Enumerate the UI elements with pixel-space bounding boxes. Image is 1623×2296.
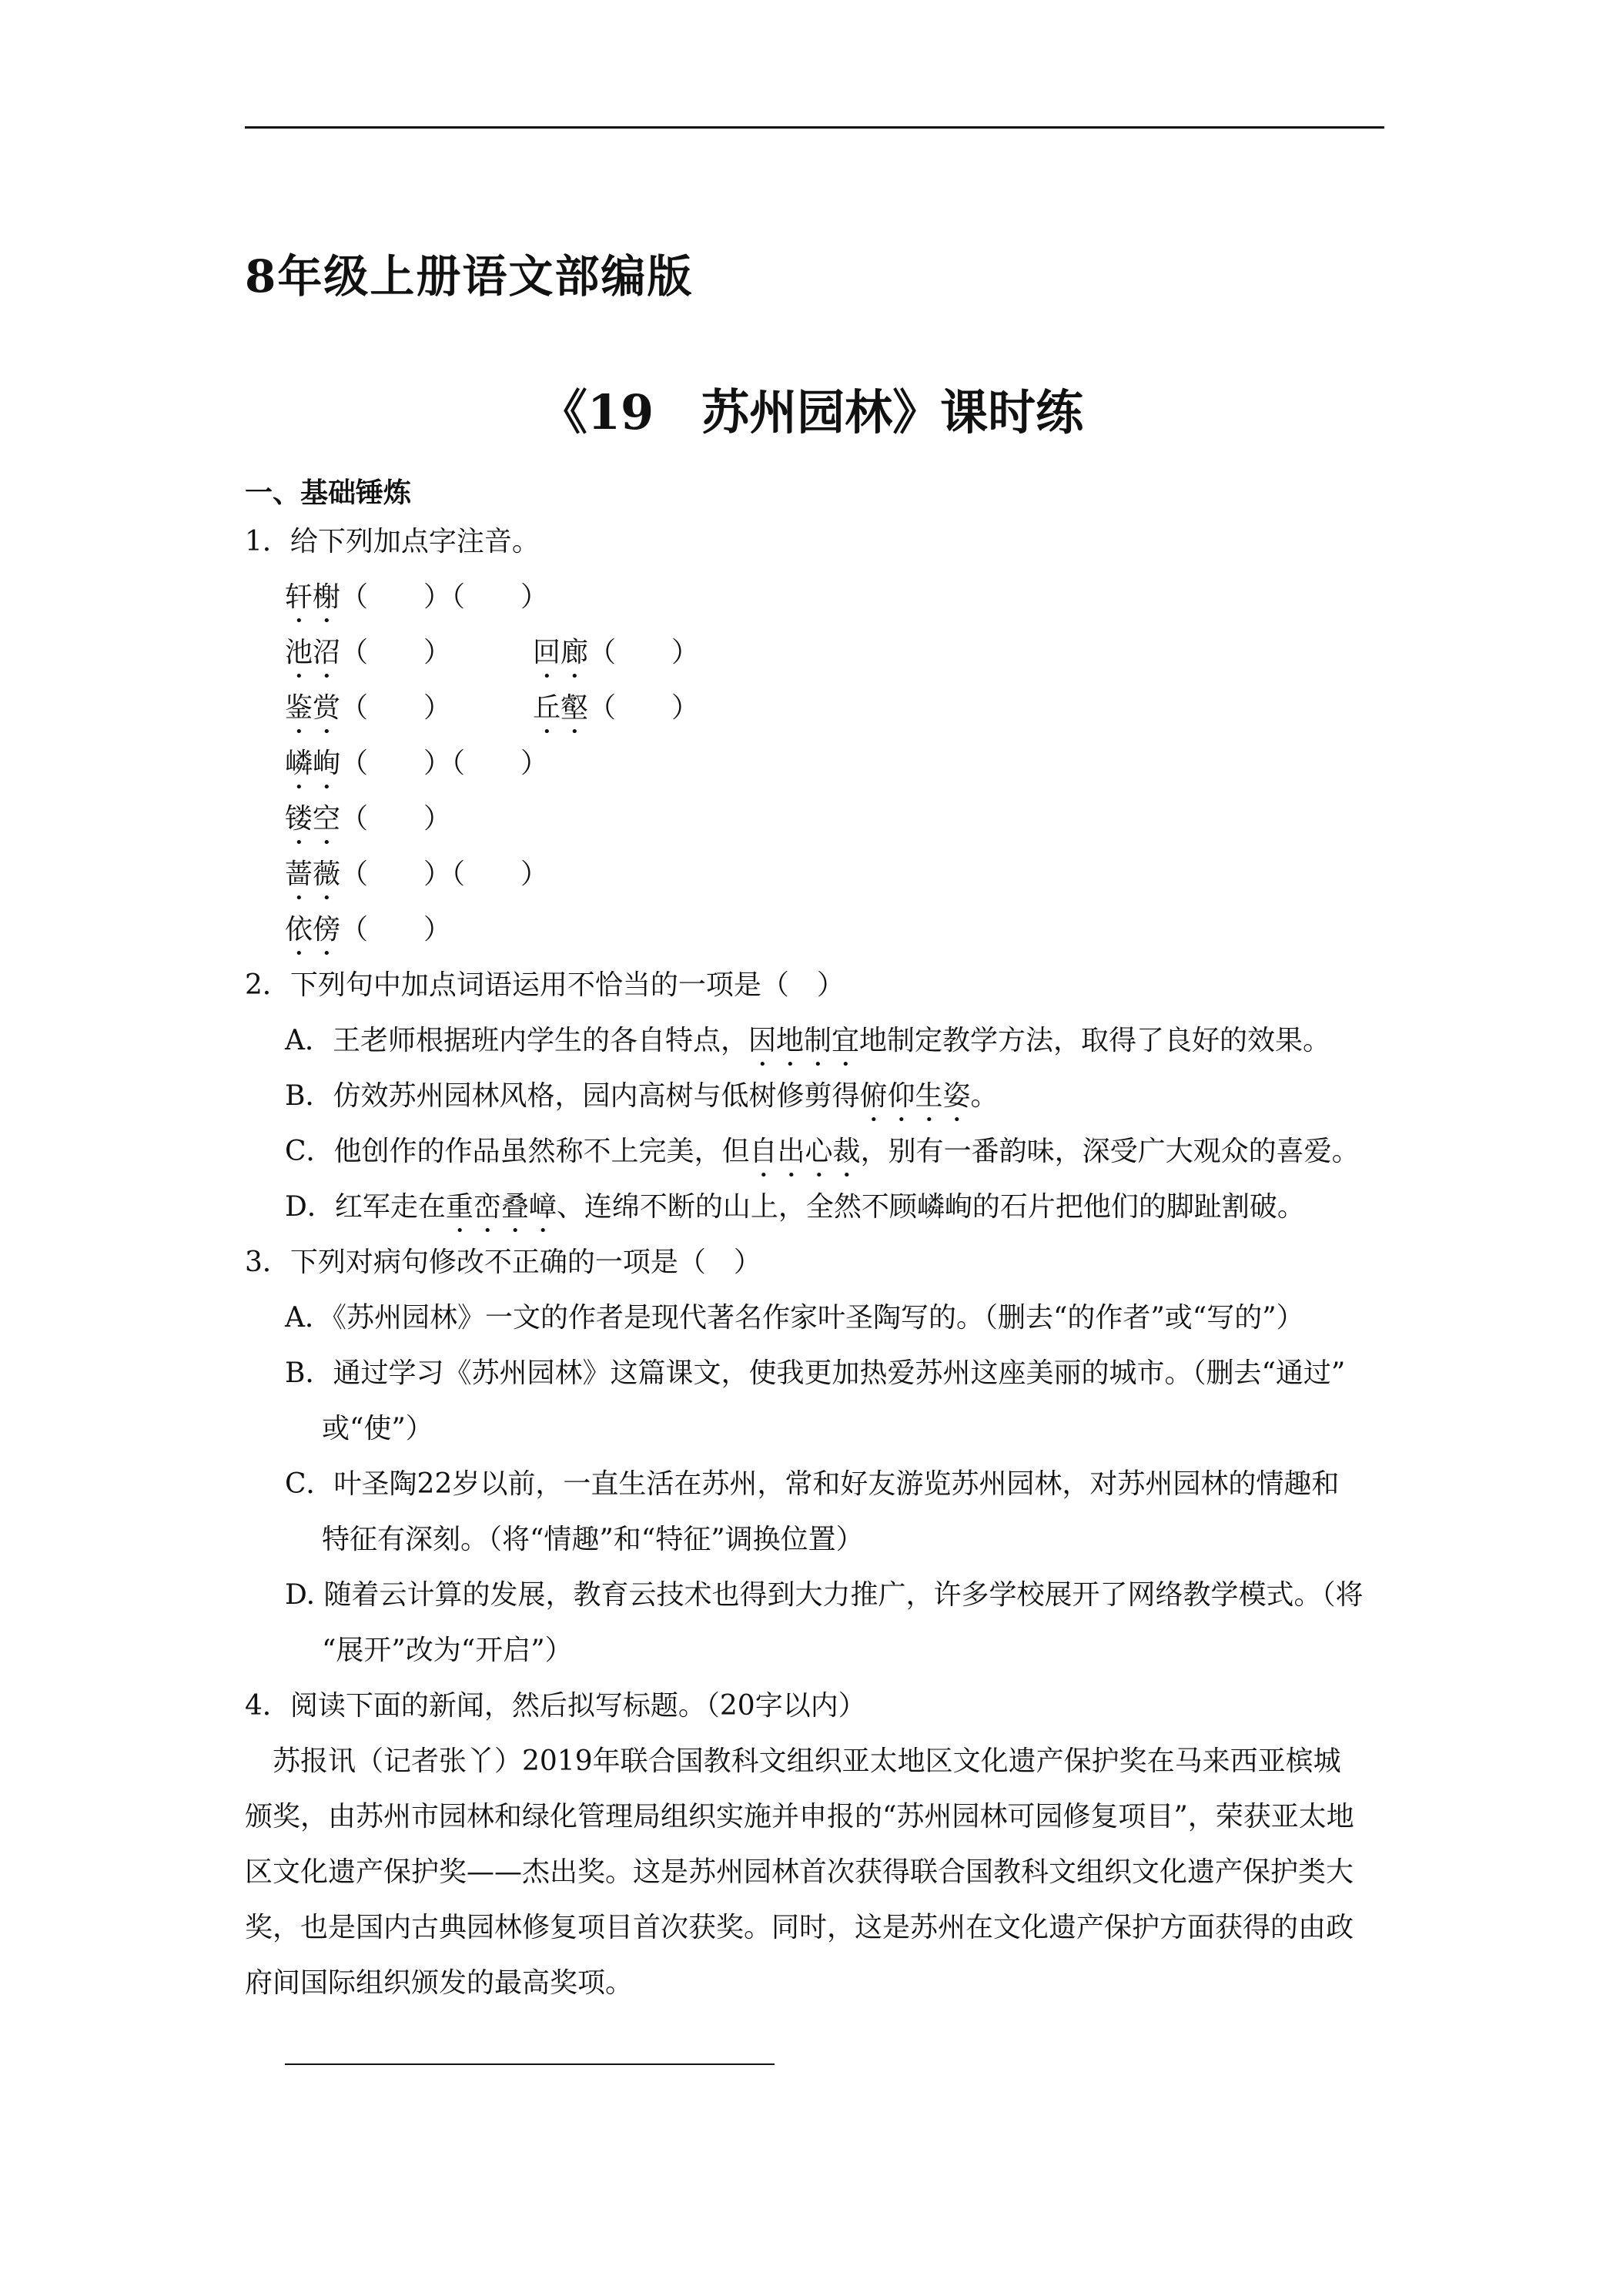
choice-option-continued: “展开”改为“开启”） xyxy=(322,1635,573,1666)
choice-option xyxy=(285,1022,1330,1073)
answer-line xyxy=(285,2063,775,2065)
pinyin-word: 轩榭 xyxy=(285,581,341,613)
option-text: A．王老师根据班内学生的各自特点， xyxy=(285,1025,748,1056)
pinyin-blanks: （ ） xyxy=(340,637,452,668)
emphasized-phrase: 因地制宜 xyxy=(748,1025,860,1056)
news-passage-line: 颁奖，由苏州市园林和绿化管理局组织实施并申报的“苏州园林可园修复项目”，荣获亚太地 xyxy=(245,1801,1354,1832)
pinyin-item xyxy=(285,634,451,684)
news-passage-line: 苏报讯（记者张丫）2019年联合国教科文组织亚太地区文化遗产保护奖在马来西亚槟城 xyxy=(245,1745,1341,1777)
choice-option: D. 随着云计算的发展，教育云技术也得到大力推广，许多学校展开了网络教学模式。（将 xyxy=(285,1579,1364,1611)
pinyin-item xyxy=(285,745,548,795)
option-text: 。 xyxy=(970,1080,999,1112)
emphasized-phrase: 自出心裁 xyxy=(749,1136,861,1167)
choice-option xyxy=(285,1133,1360,1183)
pinyin-word: 回廊 xyxy=(533,637,589,668)
option-text: ，别有一番韵味，深受广大观众的喜爱。 xyxy=(860,1136,1360,1167)
choice-option: C．叶圣陶22岁以前，一直生活在苏州，常和好友游览苏州园林，对苏州园林的情趣和 xyxy=(285,1468,1340,1500)
section-title: 一、基础锤炼 xyxy=(245,477,412,509)
pinyin-item xyxy=(285,579,548,629)
choice-option: B．通过学习《苏州园林》这篇课文，使我更加热爱苏州这座美丽的城市。（删去“通过” xyxy=(285,1357,1346,1389)
pinyin-blanks: （ ） xyxy=(340,914,452,946)
news-passage-line: 区文化遗产保护奖——杰出奖。这是苏州园林首次获得联合国教科文组织文化遗产保护类大 xyxy=(245,1856,1354,1888)
lesson-title: 《19 苏州园林》课时练 xyxy=(539,384,1084,440)
choice-option-continued: 特征有深刻。（将“情趣”和“特征”调换位置） xyxy=(322,1524,864,1555)
pinyin-word: 池沼 xyxy=(285,637,341,668)
pinyin-word: 镂空 xyxy=(285,803,341,835)
choice-option xyxy=(285,1189,1305,1239)
question-4-stem: 4．阅读下面的新闻，然后拟写标题。（20字以内） xyxy=(245,1690,866,1722)
choice-option xyxy=(285,1078,999,1128)
pinyin-item xyxy=(533,634,699,684)
question-2-stem: 2．下列句中加点词语运用不恰当的一项是（ ） xyxy=(245,969,845,1001)
emphasized-phrase: 俯仰生姿 xyxy=(859,1080,971,1112)
pinyin-item xyxy=(285,912,451,962)
question-3-stem: 3．下列对病句修改不正确的一项是（ ） xyxy=(245,1247,761,1278)
pinyin-blanks: （ ）（ ） xyxy=(340,581,549,613)
pinyin-word: 丘壑 xyxy=(533,692,589,724)
pinyin-word: 嶙峋 xyxy=(285,748,341,779)
pinyin-item xyxy=(533,690,699,740)
pinyin-blanks: （ ） xyxy=(588,692,700,724)
pinyin-blanks: （ ） xyxy=(340,803,452,835)
pinyin-blanks: （ ） xyxy=(340,692,452,724)
pinyin-word: 依傍 xyxy=(285,914,341,946)
pinyin-blanks: （ ）（ ） xyxy=(340,858,549,890)
option-text: 、连绵不断的山上，全然不顾嶙峋的石片把他们的脚趾割破。 xyxy=(556,1191,1305,1223)
emphasized-phrase: 重峦叠嶂 xyxy=(445,1191,557,1223)
pinyin-item xyxy=(285,801,451,851)
option-text: C．他创作的作品虽然称不上完美，但 xyxy=(285,1136,750,1167)
pinyin-blanks: （ ） xyxy=(588,637,700,668)
option-text: B．仿效苏州园林风格，园内高树与低树修剪得 xyxy=(285,1080,860,1112)
news-passage-line: 奖，也是国内古典园林修复项目首次获奖。同时，这是苏州在文化遗产保护方面获得的由政 xyxy=(245,1912,1354,1943)
pinyin-item xyxy=(285,856,548,906)
pinyin-item xyxy=(285,690,451,740)
pinyin-blanks: （ ）（ ） xyxy=(340,748,549,779)
header-rule xyxy=(245,126,1384,129)
pinyin-word: 蔷薇 xyxy=(285,858,341,890)
option-text: 地制定教学方法，取得了良好的效果。 xyxy=(859,1025,1331,1056)
grade-title: 8年级上册语文部编版 xyxy=(245,250,694,303)
choice-option-continued: 或“使”） xyxy=(322,1413,433,1444)
question-1-stem: 1．给下列加点字注音。 xyxy=(245,526,540,557)
pinyin-word: 鉴赏 xyxy=(285,692,341,724)
news-passage-line: 府间国际组织颁发的最高奖项。 xyxy=(245,1967,634,1999)
option-text: D．红军走在 xyxy=(285,1191,446,1223)
choice-option: A．《苏州园林》一文的作者是现代著名作家叶圣陶写的。（删去“的作者”或“写的”） xyxy=(285,1302,1304,1334)
